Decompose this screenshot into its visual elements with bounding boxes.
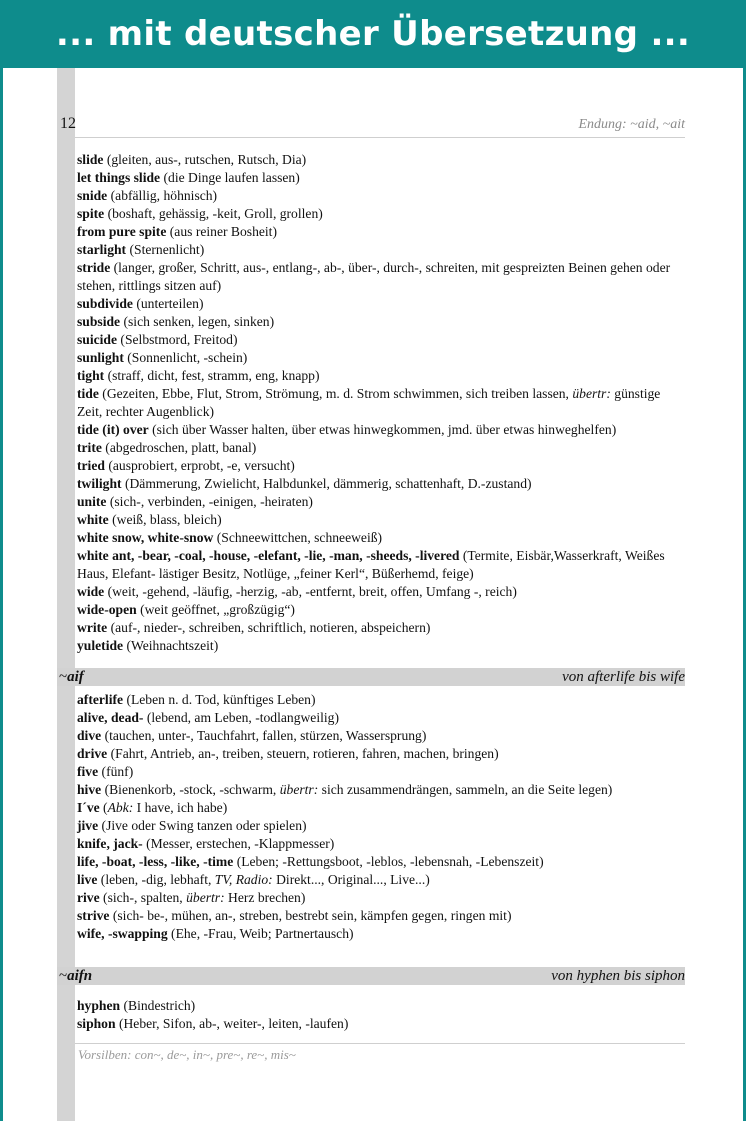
entry-translation: (Schneewittchen, schneeweiß) — [213, 530, 383, 545]
entry-term: tide — [77, 386, 99, 401]
entry-term: tide (it) over — [77, 422, 149, 437]
entry-translation: Direkt..., Original..., Live...) — [272, 872, 430, 887]
entry-note: übertr: — [279, 782, 319, 797]
entry-translation: (Messer, erstechen, -Klappmesser) — [142, 836, 335, 851]
dictionary-entry — [77, 601, 687, 619]
entry-term: white snow, white-snow — [77, 530, 214, 545]
section-ending: aif — [67, 669, 84, 685]
banner-title: ... mit deutscher Übersetzung ... — [55, 14, 691, 54]
entry-translation: (Bienenkorb, -stock, -schwarm, — [101, 782, 280, 797]
section-tilde: ~ — [59, 968, 68, 984]
header-rule — [75, 137, 685, 138]
entry-term: live — [77, 872, 98, 887]
dictionary-entry — [77, 691, 687, 709]
dictionary-entry — [77, 457, 687, 475]
entry-term: tried — [77, 458, 105, 473]
entry-list-aid — [77, 151, 687, 655]
entry-term: white ant, -bear, -coal, -house, -elefant, -lie, -man, -sheeds, -livered — [77, 548, 460, 563]
dictionary-entry — [77, 367, 687, 385]
dictionary-entry — [77, 313, 687, 331]
entry-translation: (Leben n. d. Tod, künftiges Leben) — [123, 692, 316, 707]
dictionary-entry — [77, 511, 687, 529]
section-header-aif — [57, 668, 685, 686]
dictionary-entry — [77, 835, 687, 853]
entry-translation: (Dämmerung, Zwielicht, Halbdunkel, dämmerig, schattenhaft, D.-zustand) — [121, 476, 532, 491]
entry-translation: (sich senken, legen, sinken) — [120, 314, 275, 329]
entry-term: knife, jack- — [77, 836, 143, 851]
dictionary-entry — [77, 871, 687, 889]
entry-term: dive — [77, 728, 102, 743]
entry-translation: (Termite, Eisbär,Wasserkraft, Weißes Haus, Elefant- lästiger Besitz, Notlüge, „feiner Kerl“, Büßerhemd, feige) — [77, 548, 665, 581]
entry-term: hyphen — [77, 998, 121, 1013]
page-number: 12 — [60, 115, 76, 132]
entry-term: unite — [77, 494, 107, 509]
dictionary-entry — [77, 619, 687, 637]
dictionary-entry — [77, 781, 687, 799]
entry-term: let things slide — [77, 170, 161, 185]
dictionary-entry — [77, 439, 687, 457]
entry-translation: (aus reiner Bosheit) — [166, 224, 277, 239]
entry-translation: (sich- be-, mühen, an-, streben, bestrebt sein, kämpfen gegen, ringen mit) — [109, 908, 512, 923]
entry-translation: (boshaft, gehässig, -keit, Groll, grollen) — [104, 206, 323, 221]
dictionary-entry — [77, 817, 687, 835]
entry-term: rive — [77, 890, 100, 905]
entry-term: wife, -swapping — [77, 926, 168, 941]
entry-term: hive — [77, 782, 102, 797]
entry-translation: günstige Zeit, rechter Augenblick) — [77, 386, 661, 419]
entry-term: jive — [77, 818, 99, 833]
entry-translation: sich zusammendrängen, sammeln, an die Seite legen) — [318, 782, 613, 797]
banner — [0, 0, 746, 68]
entry-term: strive — [77, 908, 110, 923]
section-ending: aifn — [67, 968, 93, 984]
entry-translation: ( — [99, 800, 108, 815]
entry-translation: I have, ich habe) — [133, 800, 228, 815]
dictionary-entry — [77, 223, 687, 241]
entry-translation: (weit geöffnet, „großzügig“) — [136, 602, 295, 617]
entry-note: übertr: — [186, 890, 225, 905]
dictionary-entry — [77, 799, 687, 817]
entry-term: wide-open — [77, 602, 137, 617]
entry-translation: (sich-, verbinden, -einigen, -heiraten) — [106, 494, 313, 509]
entry-translation: (abgedroschen, platt, banal) — [101, 440, 257, 455]
entry-translation: (ausprobiert, erprobt, -e, versucht) — [104, 458, 295, 473]
entry-translation: (langer, großer, Schritt, aus-, entlang-, ab-, über-, durch-, schreiten, mit gespreizten Beinen gehen oder stehen, rittlings sitzen auf) — [77, 260, 671, 293]
section-range-aifn: von hyphen bis siphon — [551, 968, 685, 984]
dictionary-entry — [77, 259, 687, 295]
entry-note: übertr: — [572, 386, 611, 401]
entry-term: spite — [77, 206, 105, 221]
entry-term: subdivide — [77, 296, 133, 311]
dictionary-entry — [77, 547, 687, 583]
entry-term: drive — [77, 746, 108, 761]
dictionary-entry — [77, 151, 687, 169]
entry-term: white — [77, 512, 109, 527]
page-header — [57, 112, 685, 136]
dictionary-entry — [77, 583, 687, 601]
entry-term: yuletide — [77, 638, 124, 653]
entry-translation: (Jive oder Swing tanzen oder spielen) — [98, 818, 307, 833]
entry-translation: (sich über Wasser halten, über etwas hinwegkommen, jmd. über etwas hinweghelfen) — [148, 422, 617, 437]
section-header-aifn — [57, 967, 685, 985]
dictionary-entry — [77, 997, 687, 1015]
dictionary-entry — [77, 1015, 687, 1033]
entry-term: snide — [77, 188, 108, 203]
entry-translation: (Leben; -Rettungsboot, -leblos, -lebensnah, -Lebenszeit) — [233, 854, 544, 869]
dictionary-entry — [77, 745, 687, 763]
entry-term: trite — [77, 440, 102, 455]
dictionary-entry — [77, 907, 687, 925]
dictionary-entry — [77, 637, 687, 655]
dictionary-entry — [77, 763, 687, 781]
entry-translation: (Ehe, -Frau, Weib; Partnertausch) — [167, 926, 354, 941]
entry-term: tight — [77, 368, 105, 383]
dictionary-entry — [77, 385, 687, 421]
entry-translation: (Bindestrich) — [120, 998, 196, 1013]
entry-translation: (Fahrt, Antrieb, an-, treiben, steuern, rotieren, fahren, machen, bringen) — [107, 746, 499, 761]
entry-term: afterlife — [77, 692, 124, 707]
entry-term: stride — [77, 260, 111, 275]
dictionary-entry — [77, 475, 687, 493]
entry-translation: (auf-, nieder-, schreiben, schriftlich, notieren, abspeichern) — [107, 620, 431, 635]
dictionary-entry — [77, 493, 687, 511]
entry-translation: (Weihnachtszeit) — [123, 638, 219, 653]
entry-translation: (Gezeiten, Ebbe, Flut, Strom, Strömung, m. d. Strom schwimmen, sich treiben lassen, — [98, 386, 573, 401]
dictionary-entry — [77, 205, 687, 223]
entry-term: alive, dead- — [77, 710, 144, 725]
entry-translation: (Sternenlicht) — [126, 242, 205, 257]
entry-term: life, -boat, -less, -like, -time — [77, 854, 234, 869]
entry-term: siphon — [77, 1016, 116, 1031]
entry-translation: (unterteilen) — [132, 296, 204, 311]
dictionary-entry — [77, 853, 687, 871]
entry-term: subside — [77, 314, 121, 329]
entry-term: slide — [77, 152, 104, 167]
section-range-aif: von afterlife bis wife — [562, 669, 685, 685]
entry-translation: (Sonnenlicht, -schein) — [123, 350, 248, 365]
entry-translation: (tauchen, unter-, Tauchfahrt, fallen, stürzen, Wassersprung) — [101, 728, 427, 743]
dictionary-entry — [77, 421, 687, 439]
dictionary-entry — [77, 295, 687, 313]
entry-translation: (Selbstmord, Freitod) — [117, 332, 238, 347]
entry-translation: (fünf) — [98, 764, 134, 779]
footer-rule — [75, 1043, 685, 1044]
entry-translation: (abfällig, höhnisch) — [107, 188, 218, 203]
entry-translation: (die Dinge laufen lassen) — [160, 170, 300, 185]
section-key-aif — [59, 668, 84, 686]
entry-translation: (weiß, blass, bleich) — [108, 512, 222, 527]
section-tilde: ~ — [59, 669, 68, 685]
dictionary-entry — [77, 169, 687, 187]
entry-term: suicide — [77, 332, 118, 347]
entry-translation: (straff, dicht, fest, stramm, eng, knapp) — [104, 368, 320, 383]
margin-gutter — [57, 68, 75, 1121]
entry-term: starlight — [77, 242, 127, 257]
dictionary-entry — [77, 331, 687, 349]
entry-term: wide — [77, 584, 105, 599]
dictionary-entry — [77, 529, 687, 547]
dictionary-entry — [77, 727, 687, 745]
frame-left-border — [0, 68, 3, 1121]
entry-term: sunlight — [77, 350, 124, 365]
prefix-note: Vorsilben: con~, de~, in~, pre~, re~, mis~ — [78, 1047, 296, 1062]
dictionary-entry — [77, 241, 687, 259]
entry-translation: (sich-, spalten, — [99, 890, 187, 905]
entry-term: I´ve — [77, 800, 100, 815]
entry-term: twilight — [77, 476, 122, 491]
entry-translation: Herz brechen) — [224, 890, 306, 905]
entry-term: five — [77, 764, 99, 779]
entry-note: Abk: — [107, 800, 134, 815]
entry-list-aif — [77, 691, 687, 943]
entry-term: write — [77, 620, 108, 635]
entry-translation: (Heber, Sifon, ab-, weiter-, leiten, -laufen) — [115, 1016, 349, 1031]
dictionary-entry — [77, 889, 687, 907]
section-key-aifn — [59, 967, 92, 985]
dictionary-entry — [77, 709, 687, 727]
entry-list-aifn — [77, 997, 687, 1033]
entry-translation: (gleiten, aus-, rutschen, Rutsch, Dia) — [103, 152, 307, 167]
dictionary-entry — [77, 187, 687, 205]
entry-note: TV, Radio: — [214, 872, 273, 887]
ending-label: Endung: ~aid, ~ait — [578, 117, 685, 132]
entry-translation: (leben, -dig, lebhaft, — [97, 872, 215, 887]
entry-translation: (lebend, am Leben, -todlangweilig) — [143, 710, 339, 725]
entry-term: from pure spite — [77, 224, 167, 239]
dictionary-entry — [77, 925, 687, 943]
dictionary-entry — [77, 349, 687, 367]
entry-translation: (weit, -gehend, -läufig, -herzig, -ab, -entfernt, breit, offen, Umfang -, reich) — [104, 584, 517, 599]
